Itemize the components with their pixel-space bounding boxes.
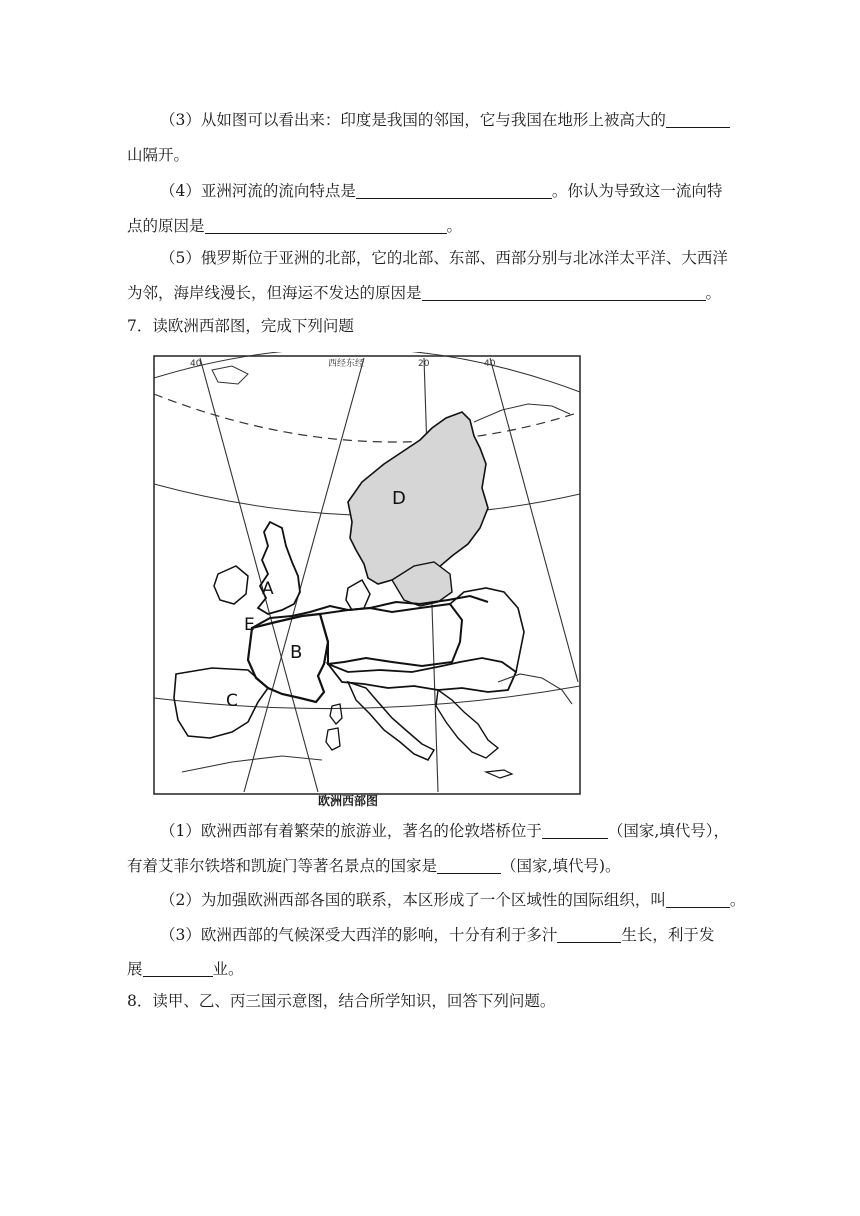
region-label-d: D bbox=[392, 488, 406, 509]
western-europe-map bbox=[152, 352, 584, 804]
great-britain-region-a bbox=[258, 522, 300, 614]
hemisphere-label: 西经东经 bbox=[328, 359, 365, 369]
q7-part2-text: （2）为加强欧洲西部各国的联系，本区形成了一个区域性的国际组织，叫 bbox=[160, 891, 666, 909]
answer-blank bbox=[356, 183, 552, 199]
q6-part4-line1 bbox=[160, 181, 722, 201]
scandinavia-region-d bbox=[348, 412, 488, 584]
region-label-b: B bbox=[290, 642, 303, 663]
map-svg bbox=[152, 352, 584, 804]
q7-part3-text-mid: 生长，利于发 bbox=[621, 926, 715, 944]
q7-part3-line2 bbox=[127, 959, 244, 979]
q7-title bbox=[127, 316, 354, 336]
q8-title bbox=[127, 991, 555, 1011]
answer-blank bbox=[205, 218, 447, 234]
q6-part4-line2 bbox=[127, 216, 462, 236]
parallel-line bbox=[154, 352, 580, 392]
answer-blank bbox=[666, 112, 730, 128]
q6-part4-text-mid: 。你认为导致这一流向特 bbox=[551, 182, 723, 200]
q6-part5-text-end: 。 bbox=[705, 284, 722, 302]
answer-blank bbox=[666, 892, 730, 908]
q6-part3-text-end: 山隔开。 bbox=[127, 146, 190, 164]
iceland bbox=[212, 366, 248, 384]
q6-part5-line2 bbox=[127, 283, 721, 303]
france-region-b bbox=[248, 614, 328, 702]
q7-part2 bbox=[160, 890, 745, 910]
q6-part5-line1 bbox=[160, 248, 728, 268]
sardinia bbox=[326, 728, 340, 750]
corsica bbox=[330, 704, 342, 724]
longitude-label: 40 bbox=[190, 359, 202, 369]
q8-title-text: 8．读甲、乙、丙三国示意图，结合所学知识，回答下列问题。 bbox=[127, 992, 556, 1010]
q6-part5-text: （5）俄罗斯位于亚洲的北部，它的北部、东部、西部分别与北冰洋太平洋、大西洋 bbox=[160, 249, 728, 267]
region-label-a: A bbox=[262, 579, 274, 599]
answer-blank bbox=[557, 927, 621, 943]
answer-blank bbox=[542, 823, 608, 839]
q7-part3-text: （3）欧洲西部的气候深受大西洋的影响，十分有利于多汁 bbox=[160, 926, 558, 944]
answer-blank bbox=[437, 858, 501, 874]
central-europe bbox=[320, 604, 462, 666]
answer-blank bbox=[422, 285, 706, 301]
q7-part1-text-mid: （国家,填代号）， bbox=[607, 822, 730, 840]
q7-part1-text-cont: 有着艾菲尔铁塔和凯旋门等著名景点的国家是 bbox=[127, 857, 438, 875]
alpine-region bbox=[328, 658, 516, 692]
q7-title-text: 7．读欧洲西部图，完成下列问题 bbox=[127, 317, 354, 335]
q7-part1-line2 bbox=[127, 856, 621, 876]
meridian-line bbox=[490, 358, 578, 682]
q7-part2-text-end: 。 bbox=[729, 891, 746, 909]
q7-part3-line1 bbox=[160, 925, 714, 945]
q7-part1-line1 bbox=[160, 821, 729, 841]
longitude-label: 20 bbox=[418, 359, 430, 369]
q6-part4-text: （4）亚洲河流的流向特点是 bbox=[160, 182, 356, 200]
region-label-c: C bbox=[226, 691, 238, 711]
meridian-line bbox=[244, 358, 364, 792]
crete bbox=[486, 770, 512, 778]
region-label-e: E bbox=[244, 615, 255, 635]
q6-part4-text-cont: 点的原因是 bbox=[127, 217, 205, 235]
ireland bbox=[214, 566, 248, 604]
q7-part3-text-cont: 展 bbox=[127, 960, 143, 978]
longitude-label: 40 bbox=[484, 359, 496, 369]
q7-part1-text: （1）欧洲西部有着繁荣的旅游业，著名的伦敦塔桥位于 bbox=[160, 822, 542, 840]
italy bbox=[348, 682, 434, 760]
q6-part3-line1 bbox=[160, 110, 730, 130]
q7-part1-text-end: （国家,填代号)。 bbox=[501, 857, 621, 875]
iberia-region-c bbox=[174, 668, 268, 738]
q6-part3-line2 bbox=[127, 145, 189, 165]
q6-part3-text: （3）从如图可以看出来：印度是我国的邻国，它与我国在地形上被高大的 bbox=[160, 111, 666, 129]
answer-blank bbox=[143, 961, 213, 977]
balkans bbox=[436, 690, 498, 758]
arctic-circle-dashed bbox=[154, 394, 580, 442]
q6-part4-text-end: 。 bbox=[446, 217, 463, 235]
q6-part5-text-cont: 为邻，海岸线漫长，但海运不发达的原因是 bbox=[127, 284, 422, 302]
q7-part3-text-end: 业。 bbox=[212, 960, 244, 978]
map-caption: 欧洲西部图 bbox=[318, 794, 379, 808]
denmark bbox=[346, 580, 370, 610]
